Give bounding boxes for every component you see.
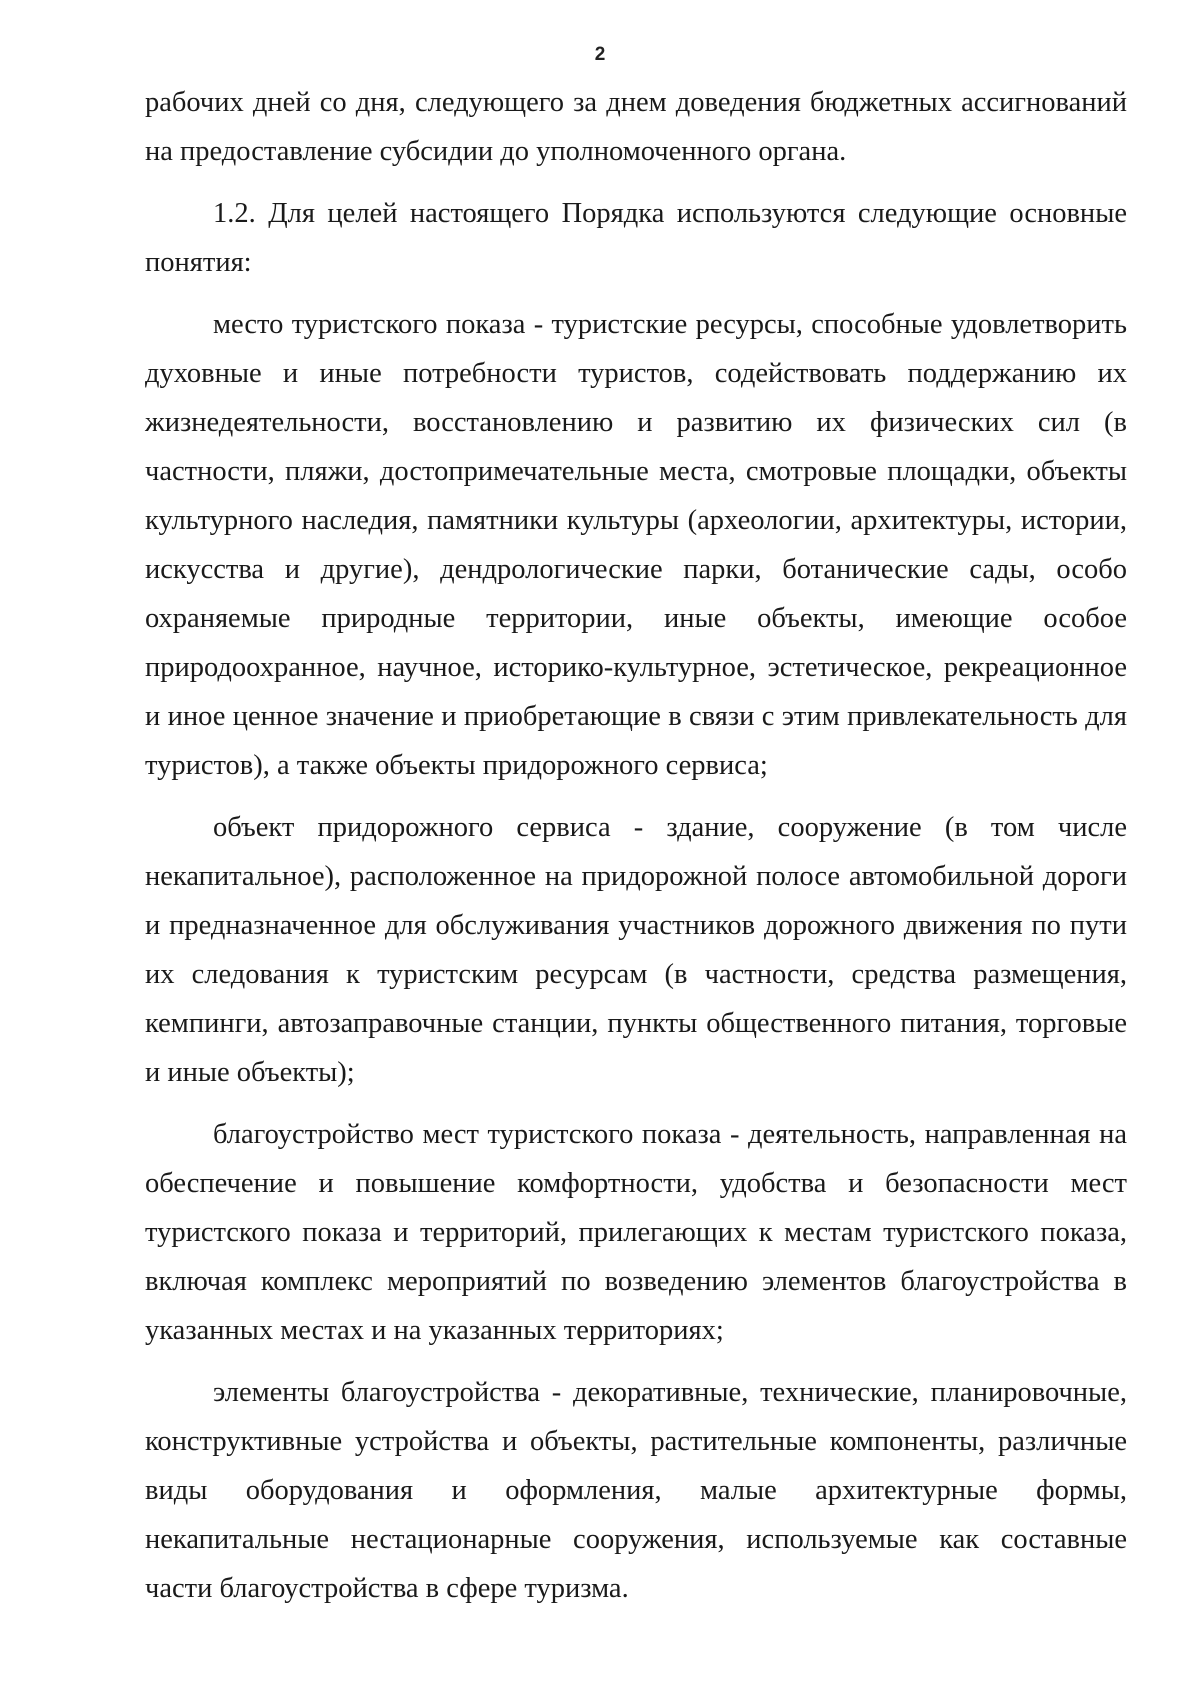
- paragraph-definition-tourist-site: место туристского показа - туристские ресурсы, способные удовлетворить духовные и иные потребности туристов, содействовать поддержанию их жизнедеятельности, восстановлению и развитию их физических сил (в частности, пляжи, достопримечательные места, смотровые площадки, объекты культурного наследия, памятники культуры (археологии, архитектуры, истории, искусства и другие), дендрологические парки, ботанические сады, особо охраняемые природные территории, иные объекты, имеющие особое природоохранное, научное, историко-культурное, эстетическое, рекреационное и иное ценное значение и приобретающие в связи с этим привлекательность для туристов), а также объекты придорожного сервиса;: [145, 309, 1127, 781]
- paragraph-section-1-2: 1.2. Для целей настоящего Порядка используются следующие основные понятия:: [145, 198, 1127, 278]
- paragraph-definition-landscaping-elements: элементы благоустройства - декоративные, технические, планировочные, конструктивные устройства и объекты, растительные компоненты, различные виды оборудования и оформления, малые архитектурные формы, некапитальные нестационарные сооружения, используемые как составные части благоустройства в сфере туризма.: [145, 1377, 1127, 1604]
- paragraph-continuation: рабочих дней со дня, следующего за днем доведения бюджетных ассигнований на предоставление субсидии до уполномоченного органа.: [145, 87, 1127, 167]
- paragraph-definition-roadside-service: объект придорожного сервиса - здание, сооружение (в том числе некапитальное), расположенное на придорожной полосе автомобильной дороги и предназначенное для обслуживания участников дорожного движения по пути их следования к туристским ресурсам (в частности, средства размещения, кемпинги, автозаправочные станции, пункты общественного питания, торговые и иные объекты);: [145, 812, 1127, 1088]
- document-body: [145, 78, 1127, 1613]
- paragraph-definition-landscaping: благоустройство мест туристского показа - деятельность, направленная на обеспечение и повышение комфортности, удобства и безопасности мест туристского показа и территорий, прилегающих к местам туристского показа, включая комплекс мероприятий по возведению элементов благоустройства в указанных местах и на указанных территориях;: [145, 1119, 1127, 1346]
- page-number: 2: [594, 44, 606, 65]
